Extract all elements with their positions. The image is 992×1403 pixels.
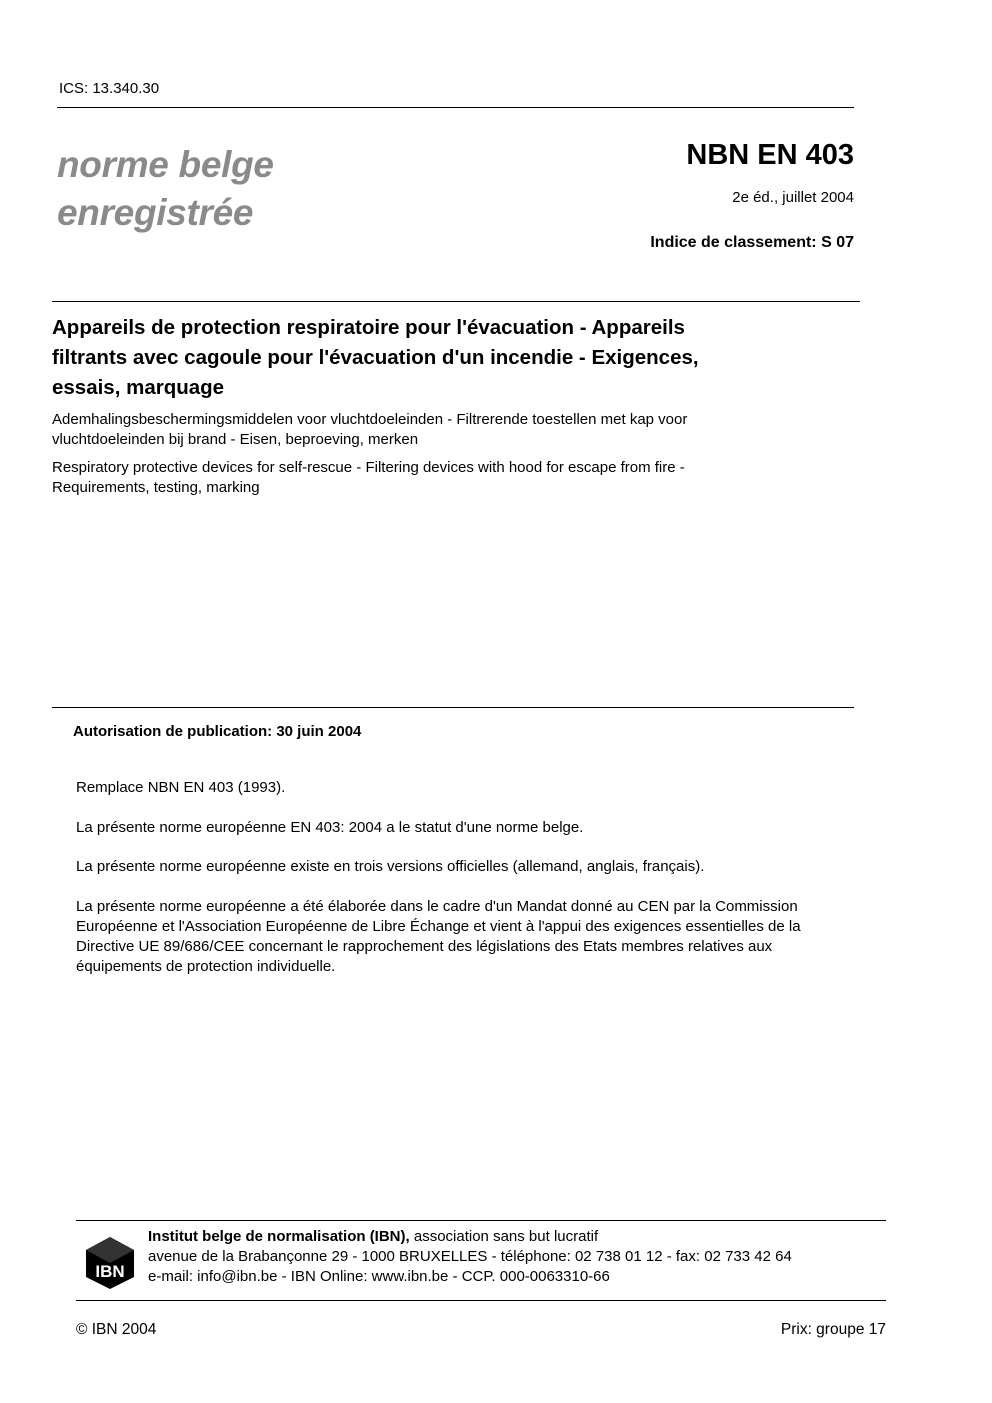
title-french-line: Appareils de protection respiratoire pour l'évacuation - Appareils	[52, 316, 685, 339]
replaces-paragraph: Remplace NBN EN 403 (1993).	[76, 779, 286, 796]
ics-code: ICS: 13.340.30	[59, 80, 160, 97]
standard-code: NBN EN 403	[686, 139, 854, 171]
status-paragraph: La présente norme européenne EN 403: 2004 a le statut d'une norme belge.	[76, 819, 584, 836]
norme-belge-label	[57, 141, 274, 237]
price-group: Prix: groupe 17	[780, 1321, 886, 1338]
ibn-logo-text: IBN	[95, 1262, 125, 1281]
institute-type: association sans but lucratif	[413, 1228, 599, 1245]
institute-info	[148, 1227, 792, 1287]
mandate-line: équipements de protection individuelle.	[76, 958, 336, 975]
institute-address: avenue de la Brabançonne 29 - 1000 BRUXELLES - téléphone: 02 738 01 12 - fax: 02 733 42 64	[148, 1248, 792, 1265]
header-rule	[57, 107, 854, 108]
title-dutch	[52, 410, 852, 450]
title-french-line: filtrants avec cagoule pour l'évacuation d'un incendie - Exigences,	[52, 346, 699, 369]
mandate-paragraph	[76, 897, 888, 977]
norme-line-2: enregistrée	[57, 192, 254, 233]
body-rule	[52, 707, 854, 708]
institute-heading	[148, 1227, 792, 1247]
institute-name: Institut belge de normalisation (IBN),	[148, 1228, 410, 1245]
mandate-line: Européenne et l'Association Européenne de Libre Échange et vient à l'appui des exigences essentielles de la	[76, 918, 801, 935]
norme-line-1: norme belge	[57, 144, 274, 185]
mandate-line: La présente norme européenne a été élaborée dans le cadre d'un Mandat donné au CEN par la Commission	[76, 898, 798, 915]
footer-rule-bottom	[76, 1300, 886, 1301]
title-dutch-line: Ademhalingsbeschermingsmiddelen voor vluchtdoeleinden - Filtrerende toestellen met kap voor	[52, 411, 688, 428]
title-french-line: essais, marquage	[52, 376, 225, 399]
footer-rule-top	[76, 1220, 886, 1221]
title-rule-top	[52, 301, 860, 302]
copyright: © IBN 2004	[76, 1321, 157, 1338]
edition-date: 2e éd., juillet 2004	[732, 189, 854, 206]
classification-index: Indice de classement: S 07	[650, 234, 854, 251]
mandate-line: Directive UE 89/686/CEE concernant le rapprochement des législations des Etats membres relatives aux	[76, 938, 773, 955]
versions-paragraph: La présente norme européenne existe en trois versions officielles (allemand, anglais, français).	[76, 858, 705, 875]
ibn-logo	[84, 1235, 136, 1291]
institute-contact: e-mail: info@ibn.be - IBN Online: www.ibn.be - CCP. 000-0063310-66	[148, 1268, 610, 1285]
publication-authorization: Autorisation de publication: 30 juin 2004	[73, 723, 362, 740]
title-english	[52, 458, 852, 498]
title-english-line: Requirements, testing, marking	[52, 479, 260, 496]
title-dutch-line: vluchtdoeleinden bij brand - Eisen, beproeving, merken	[52, 431, 419, 448]
title-english-line: Respiratory protective devices for self-rescue - Filtering devices with hood for escape from fire -	[52, 459, 685, 476]
title-french	[52, 313, 832, 403]
